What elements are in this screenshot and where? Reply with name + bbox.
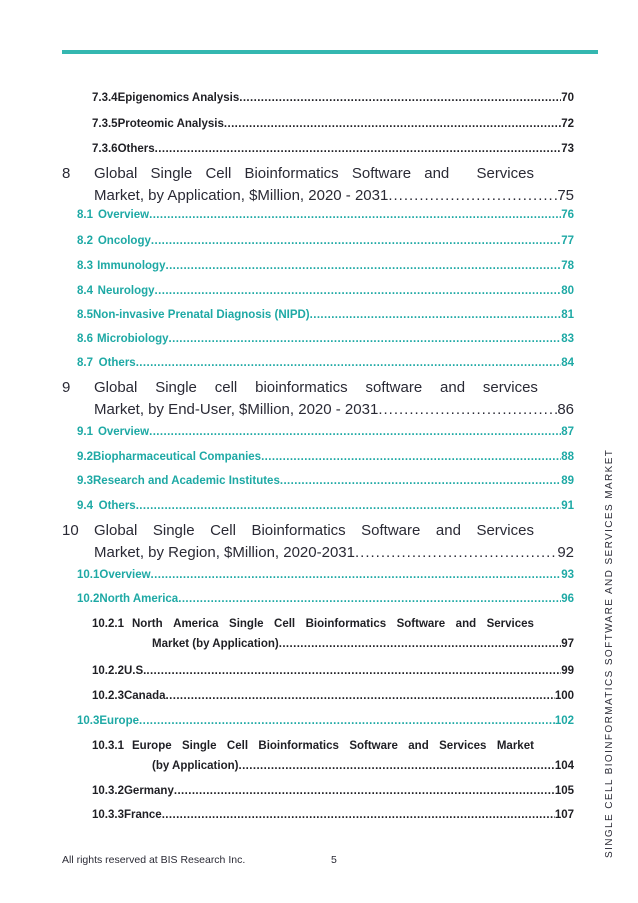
footer-page-number: 5 [331,854,337,866]
toc-entry-9-2[interactable]: 9.2 Biopharmaceutical Companies ..... 88 [77,451,574,463]
entry-10-2-1-line2: Market (by Application) ..... 97 [152,638,574,650]
chapter-10-title-line1: Global Single Cell Bioinformatics Software and Services [94,522,534,539]
toc-entry-10-3-2[interactable]: 10.3.2 Germany ..... 105 [92,785,574,797]
toc-entry-10-3-3[interactable]: 10.3.3 France ..... 107 [92,809,574,821]
entry-10-3-1-line1: Europe Single Cell Bioinformatics Software and Services Market [132,740,534,752]
footer-copyright: All rights reserved at BIS Research Inc. [62,854,246,866]
chapter-10-title-line2: Market, by Region, $Million, 2020-2031 ..... 92 [94,544,574,561]
toc-entry-10-2-1[interactable]: 10.2.1 North America Single Cell Bioinformatics Software and Services Market (by Application) ..... 97 [92,618,574,658]
toc-entry-8-3[interactable]: 8.3 Immunology ..... 78 [77,260,574,272]
toc-entry-8-1[interactable]: 8.1 Overview ..... 76 [77,209,574,221]
chapter-9-title-line1: Global Single cell bioinformatics software and services [94,379,538,396]
toc-entry-7-3-6[interactable]: 7.3.6 Others ..... 73 [92,143,574,155]
toc-entry-8-7[interactable]: 8.7 Others ..... 84 [77,357,574,369]
toc-entry-7-3-5[interactable]: 7.3.5 Proteomic Analysis ..... 72 [92,118,574,130]
toc-entry-9-3[interactable]: 9.3 Research and Academic Institutes ..... 89 [77,475,574,487]
chapter-8-title-line1: Global Single Cell Bioinformatics Software and Services [94,165,534,182]
toc-entry-8-5[interactable]: 8.5 Non-invasive Prenatal Diagnosis (NIPD) ..... 81 [77,309,574,321]
toc-entry-9-4[interactable]: 9.4 Others ..... 91 [77,500,574,512]
toc-entry-8-2[interactable]: 8.2 Oncology ..... 77 [77,235,574,247]
entry-10-2-1-line1: North America Single Cell Bioinformatics Software and Services [132,618,534,630]
chapter-9-title-line2: Market, by End-User, $Million, 2020 - 2031 ..... 86 [94,401,574,418]
toc-entry-10-1[interactable]: 10.1 Overview ..... 93 [77,569,574,581]
side-banner-title: SINGLE CELL BIOINFORMATICS SOFTWARE AND SERVICES MARKET [604,448,615,858]
chapter-8-title-line2: Market, by Application, $Million, 2020 - 2031 ..... 75 [94,187,574,204]
toc-entry-7-3-4[interactable]: 7.3.4 Epigenomics Analysis ..... 70 [92,92,574,104]
toc-chapter-8[interactable]: 8 Global Single Cell Bioinformatics Software and Services Market, by Application, $Million, 2020 - 2031 ..... 75 [62,165,574,205]
toc-chapter-9[interactable]: 9 Global Single cell bioinformatics software and services Market, by End-User, $Million, 2020 - 2031 ..... 86 [62,379,574,419]
toc-entry-10-3[interactable]: 10.3 Europe ..... 102 [77,715,574,727]
toc-entry-10-3-1[interactable]: 10.3.1 Europe Single Cell Bioinformatics Software and Services Market (by Application) ..... 104 [92,740,574,780]
entry-10-3-1-line2: (by Application) ..... 104 [152,760,574,772]
toc-entry-10-2[interactable]: 10.2 North America ..... 96 [77,593,574,605]
toc-entry-10-2-3[interactable]: 10.2.3 Canada ..... 100 [92,690,574,702]
toc-entry-10-2-2[interactable]: 10.2.2 U.S. ..... 99 [92,665,574,677]
toc-entry-8-6[interactable]: 8.6 Microbiology ..... 83 [77,333,574,345]
toc-entry-9-1[interactable]: 9.1 Overview ..... 87 [77,426,574,438]
toc-entry-8-4[interactable]: 8.4 Neurology ..... 80 [77,285,574,297]
toc-chapter-10[interactable]: 10 Global Single Cell Bioinformatics Software and Services Market, by Region, $Million, 2020-2031 ..... 92 [62,522,574,562]
